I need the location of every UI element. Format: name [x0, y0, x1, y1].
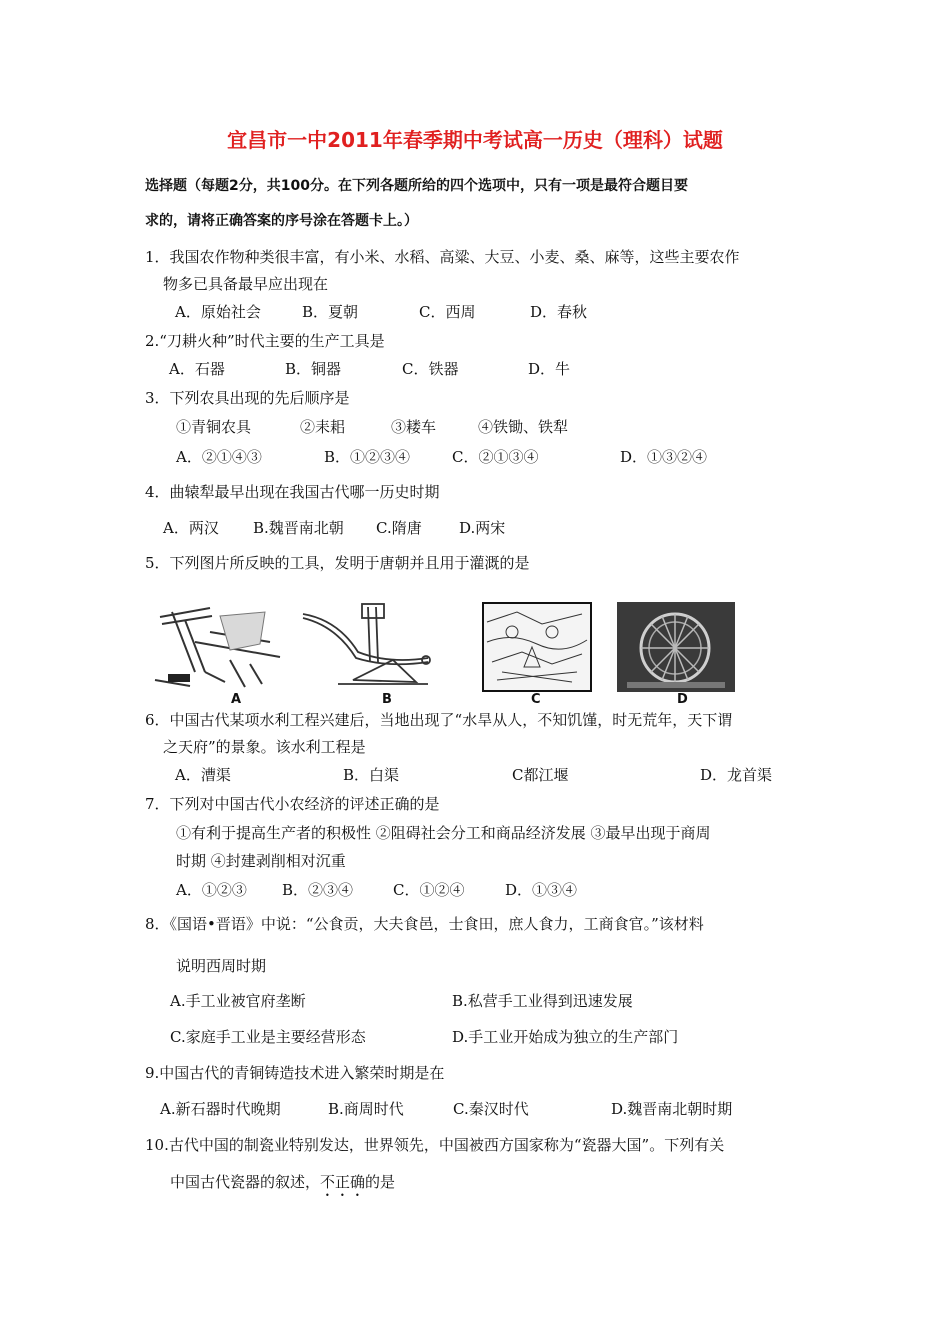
q7-items-1: ①有利于提高生产者的积极性 ②阻碍社会分工和商品经济发展 ③最早出现于商周 — [176, 824, 711, 842]
q9-stem: 9.中国古代的青铜铸造技术进入繁荣时期是在 — [145, 1064, 445, 1082]
q4-option-b: B.魏晋南北朝 — [253, 519, 344, 537]
q7-option-d: D．①③④ — [505, 881, 578, 899]
q3-option-c: C．②①③④ — [452, 448, 539, 466]
image-b-curved-plow — [298, 602, 438, 692]
q8-stem-2: 说明西周时期 — [176, 957, 267, 975]
image-c-label: C — [531, 692, 541, 707]
q7-option-c: C．①②④ — [393, 881, 465, 899]
q8-option-c: C.家庭手工业是主要经营形态 — [170, 1028, 366, 1046]
q10-stem-1: 10.古代中国的制瓷业特别发达，世界领先，中国被西方国家称为“瓷器大国”。下列有关 — [145, 1136, 725, 1154]
q4-stem: 4．曲辕犁最早出现在我国古代哪一历史时期 — [145, 483, 440, 501]
q8-option-a: A.手工业被官府垄断 — [170, 992, 306, 1010]
q6-option-b: B．白渠 — [343, 766, 400, 784]
q1-option-d: D．春秋 — [530, 303, 588, 321]
q1-option-b: B．夏朝 — [302, 303, 359, 321]
q4-option-c: C.隋唐 — [376, 519, 422, 537]
q7-option-b: B．②③④ — [282, 881, 354, 899]
q3-option-a: A．②①④③ — [176, 448, 262, 466]
q1-stem-1: 1．我国农作物种类很丰富，有小米、水稻、高粱、大豆、小麦、桑、麻等，这些主要农作 — [145, 248, 740, 266]
q5-stem: 5．下列图片所反映的工具，发明于唐朝并且用于灌溉的是 — [145, 554, 530, 572]
q1-stem-2: 物多已具备最早应出现在 — [163, 275, 329, 293]
q9-option-d: D.魏晋南北朝时期 — [611, 1100, 733, 1118]
image-d-label: D — [677, 692, 688, 707]
q10-stem-2 — [170, 1172, 395, 1200]
q2-option-a: A．石器 — [169, 360, 225, 378]
q9-option-c: C.秦汉时代 — [453, 1100, 529, 1118]
instructions-line-2: 求的，请将正确答案的序号涂在答题卡上。） — [145, 213, 418, 229]
q2-option-d: D．牛 — [528, 360, 571, 378]
image-c-woodcut-scene — [482, 602, 592, 692]
instructions-line-1: 选择题（每题2分，共100分。在下列各题所给的四个选项中，只有一项是最符合题目要 — [145, 178, 688, 194]
q3-option-b: B．①②③④ — [324, 448, 411, 466]
q10-emphasis-incorrect: 不正确 — [320, 1173, 366, 1191]
q2-option-c: C．铁器 — [402, 360, 459, 378]
q6-option-c: C都江堰 — [512, 766, 569, 784]
q10-stem-2a: 中国古代瓷器的叙述， — [170, 1173, 321, 1191]
image-a-label: A — [231, 692, 242, 707]
q3-option-d: D．①③②④ — [620, 448, 708, 466]
image-a-seeder-plow — [150, 602, 290, 692]
q1-option-c: C．西周 — [419, 303, 476, 321]
q6-option-a: A．漕渠 — [175, 766, 231, 784]
q3-item-2: ②耒耜 — [300, 418, 346, 436]
q4-option-d: D.两宋 — [459, 519, 506, 537]
q7-stem: 7．下列对中国古代小农经济的评述正确的是 — [145, 795, 440, 813]
q9-option-b: B.商周时代 — [328, 1100, 404, 1118]
q10-stem-2c: 的是 — [365, 1173, 396, 1191]
page-title: 宜昌市一中2011年春季期中考试高一历史（理科）试题 — [227, 128, 723, 152]
q8-option-d: D.手工业开始成为独立的生产部门 — [452, 1028, 679, 1046]
q4-option-a: A．两汉 — [163, 519, 219, 537]
q7-items-2: 时期 ④封建剥削相对沉重 — [176, 852, 346, 870]
image-b-label: B — [382, 692, 392, 707]
q6-stem-2: 之天府”的景象。该水利工程是 — [163, 738, 366, 756]
q3-item-1: ①青铜农具 — [176, 418, 252, 436]
q2-option-b: B．铜器 — [285, 360, 342, 378]
q3-stem: 3．下列农具出现的先后顺序是 — [145, 389, 350, 407]
q7-option-a: A．①②③ — [176, 881, 247, 899]
q3-item-4: ④铁锄、铁犁 — [478, 418, 569, 436]
q6-option-d: D．龙首渠 — [700, 766, 773, 784]
q8-stem-1: 8．《国语•晋语》中说：“公食贡，大夫食邑，士食田，庶人食力，工商食官。”该材料 — [145, 915, 704, 933]
q2-stem: 2.“刀耕火种”时代主要的生产工具是 — [145, 332, 385, 350]
image-d-water-wheel — [617, 602, 735, 692]
q6-stem-1: 6．中国古代某项水利工程兴建后，当地出现了“水旱从人，不知饥馑，时无荒年，天下谓 — [145, 711, 733, 729]
q9-option-a: A.新石器时代晚期 — [160, 1100, 281, 1118]
q8-option-b: B.私营手工业得到迅速发展 — [452, 992, 633, 1010]
q1-option-a: A．原始社会 — [175, 303, 261, 321]
q3-item-3: ③耧车 — [391, 418, 437, 436]
